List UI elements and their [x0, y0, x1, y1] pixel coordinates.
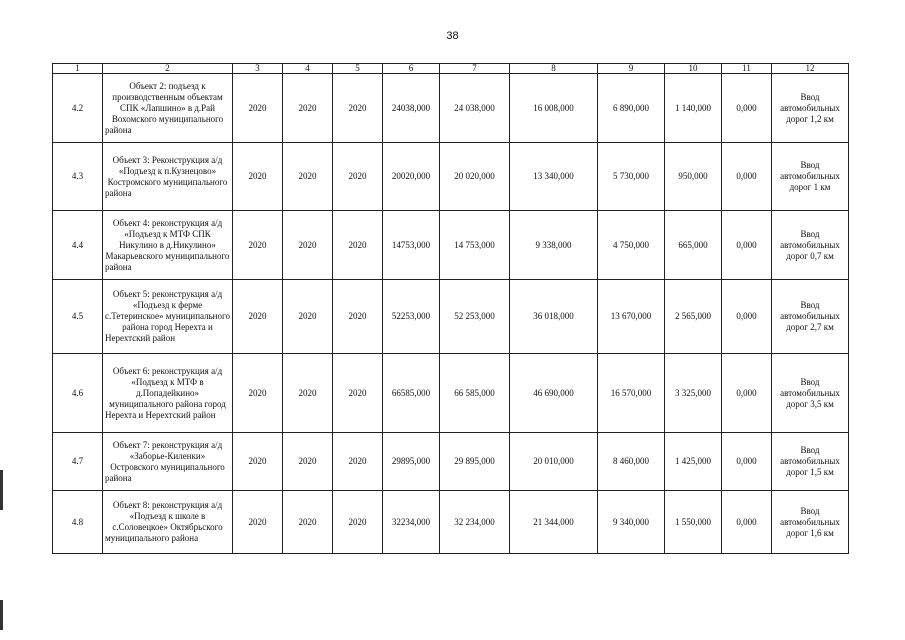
row-number: 4.2: [53, 74, 103, 143]
amount-cell: 52 253,000: [440, 280, 510, 354]
amount-cell: 24038,000: [383, 74, 440, 143]
year-cell: 2020: [283, 280, 333, 354]
amount-cell: 20020,000: [383, 143, 440, 211]
column-header: 9: [598, 64, 665, 74]
result-cell: Ввод автомобильных дорог 1,6 км: [772, 491, 849, 554]
amount-cell: 29 895,000: [440, 433, 510, 491]
amount-cell: 1 425,000: [665, 433, 722, 491]
amount-cell: 6 890,000: [598, 74, 665, 143]
year-cell: 2020: [333, 74, 383, 143]
result-cell: Ввод автомобильных дорог 1,5 км: [772, 433, 849, 491]
object-description: Объект 3: Реконструкция а/д «Подъезд к п.Кузнецово» Костромского муниципального района: [103, 143, 233, 211]
amount-cell: 21 344,000: [510, 491, 598, 554]
year-cell: 2020: [233, 280, 283, 354]
column-header: 4: [283, 64, 333, 74]
amount-cell: 24 038,000: [440, 74, 510, 143]
scan-edge-mark: [0, 470, 3, 510]
amount-cell: 20 020,000: [440, 143, 510, 211]
column-header: 12: [772, 64, 849, 74]
amount-cell: 0,000: [722, 433, 772, 491]
amount-cell: 0,000: [722, 280, 772, 354]
object-description: Объект 4: реконструкция а/д «Подъезд к МТФ СПК Никулино в д.Никулино» Макарьевского муниципального района: [103, 211, 233, 280]
amount-cell: 66 585,000: [440, 354, 510, 433]
column-header: 11: [722, 64, 772, 74]
row-number: 4.7: [53, 433, 103, 491]
column-header: 6: [383, 64, 440, 74]
year-cell: 2020: [283, 74, 333, 143]
amount-cell: 46 690,000: [510, 354, 598, 433]
year-cell: 2020: [283, 354, 333, 433]
amount-cell: 66585,000: [383, 354, 440, 433]
program-table: [52, 63, 849, 554]
result-cell: Ввод автомобильных дорог 2,7 км: [772, 280, 849, 354]
result-cell: Ввод автомобильных дорог 3,5 км: [772, 354, 849, 433]
column-header: 5: [333, 64, 383, 74]
scan-edge-mark: [0, 600, 3, 630]
amount-cell: 16 570,000: [598, 354, 665, 433]
column-number-header: [53, 64, 849, 74]
amount-cell: 9 340,000: [598, 491, 665, 554]
amount-cell: 20 010,000: [510, 433, 598, 491]
column-header: 10: [665, 64, 722, 74]
amount-cell: 9 338,000: [510, 211, 598, 280]
year-cell: 2020: [233, 491, 283, 554]
result-cell: Ввод автомобильных дорог 1,2 км: [772, 74, 849, 143]
amount-cell: 1 550,000: [665, 491, 722, 554]
result-cell: Ввод автомобильных дорог 0,7 км: [772, 211, 849, 280]
object-description: Объект 7: реконструкция а/д «Заборье-Киленки» Островского муниципального района: [103, 433, 233, 491]
amount-cell: 4 750,000: [598, 211, 665, 280]
table-row: [53, 211, 849, 280]
column-header: 2: [103, 64, 233, 74]
amount-cell: 13 340,000: [510, 143, 598, 211]
year-cell: 2020: [333, 433, 383, 491]
year-cell: 2020: [233, 433, 283, 491]
year-cell: 2020: [283, 491, 333, 554]
page-number: 38: [446, 30, 459, 42]
column-header: 1: [53, 64, 103, 74]
column-header: 8: [510, 64, 598, 74]
year-cell: 2020: [333, 211, 383, 280]
amount-cell: 29895,000: [383, 433, 440, 491]
amount-cell: 32 234,000: [440, 491, 510, 554]
table-row: [53, 491, 849, 554]
amount-cell: 0,000: [722, 211, 772, 280]
year-cell: 2020: [233, 354, 283, 433]
object-description: Объект 8: реконструкция а/д «Подъезд к школе в с.Соловецкое» Октябрьского муниципального района: [103, 491, 233, 554]
amount-cell: 5 730,000: [598, 143, 665, 211]
amount-cell: 1 140,000: [665, 74, 722, 143]
table-row: [53, 433, 849, 491]
amount-cell: 13 670,000: [598, 280, 665, 354]
object-description: Объект 2: подъезд к производственным объектам СПК «Лапшино» в д.Рай Вохомского муниципального района: [103, 74, 233, 143]
table-row: [53, 143, 849, 211]
row-number: 4.3: [53, 143, 103, 211]
amount-cell: 32234,000: [383, 491, 440, 554]
year-cell: 2020: [333, 143, 383, 211]
amount-cell: 0,000: [722, 354, 772, 433]
year-cell: 2020: [283, 433, 333, 491]
row-number: 4.4: [53, 211, 103, 280]
column-header: 7: [440, 64, 510, 74]
object-description: Объект 6: реконструкция а/д «Подъезд к МТФ в д.Попадейкино» муниципального района город Нерехта и Нерехтский район: [103, 354, 233, 433]
amount-cell: 52253,000: [383, 280, 440, 354]
object-description: Объект 5: реконструкция а/д «Подъезд к ферме с.Тетеринское» муниципального района город Нерехта и Нерехтский район: [103, 280, 233, 354]
amount-cell: 665,000: [665, 211, 722, 280]
amount-cell: 0,000: [722, 143, 772, 211]
table-row: [53, 354, 849, 433]
amount-cell: 3 325,000: [665, 354, 722, 433]
amount-cell: 8 460,000: [598, 433, 665, 491]
amount-cell: 2 565,000: [665, 280, 722, 354]
table-row: [53, 280, 849, 354]
amount-cell: 36 018,000: [510, 280, 598, 354]
amount-cell: 0,000: [722, 491, 772, 554]
table-row: [53, 74, 849, 143]
year-cell: 2020: [233, 211, 283, 280]
amount-cell: 16 008,000: [510, 74, 598, 143]
row-number: 4.8: [53, 491, 103, 554]
year-cell: 2020: [333, 280, 383, 354]
row-number: 4.5: [53, 280, 103, 354]
amount-cell: 14753,000: [383, 211, 440, 280]
year-cell: 2020: [283, 211, 333, 280]
year-cell: 2020: [333, 491, 383, 554]
row-number: 4.6: [53, 354, 103, 433]
year-cell: 2020: [333, 354, 383, 433]
year-cell: 2020: [283, 143, 333, 211]
amount-cell: 0,000: [722, 74, 772, 143]
amount-cell: 950,000: [665, 143, 722, 211]
year-cell: 2020: [233, 74, 283, 143]
result-cell: Ввод автомобильных дорог 1 км: [772, 143, 849, 211]
amount-cell: 14 753,000: [440, 211, 510, 280]
column-header: 3: [233, 64, 283, 74]
year-cell: 2020: [233, 143, 283, 211]
